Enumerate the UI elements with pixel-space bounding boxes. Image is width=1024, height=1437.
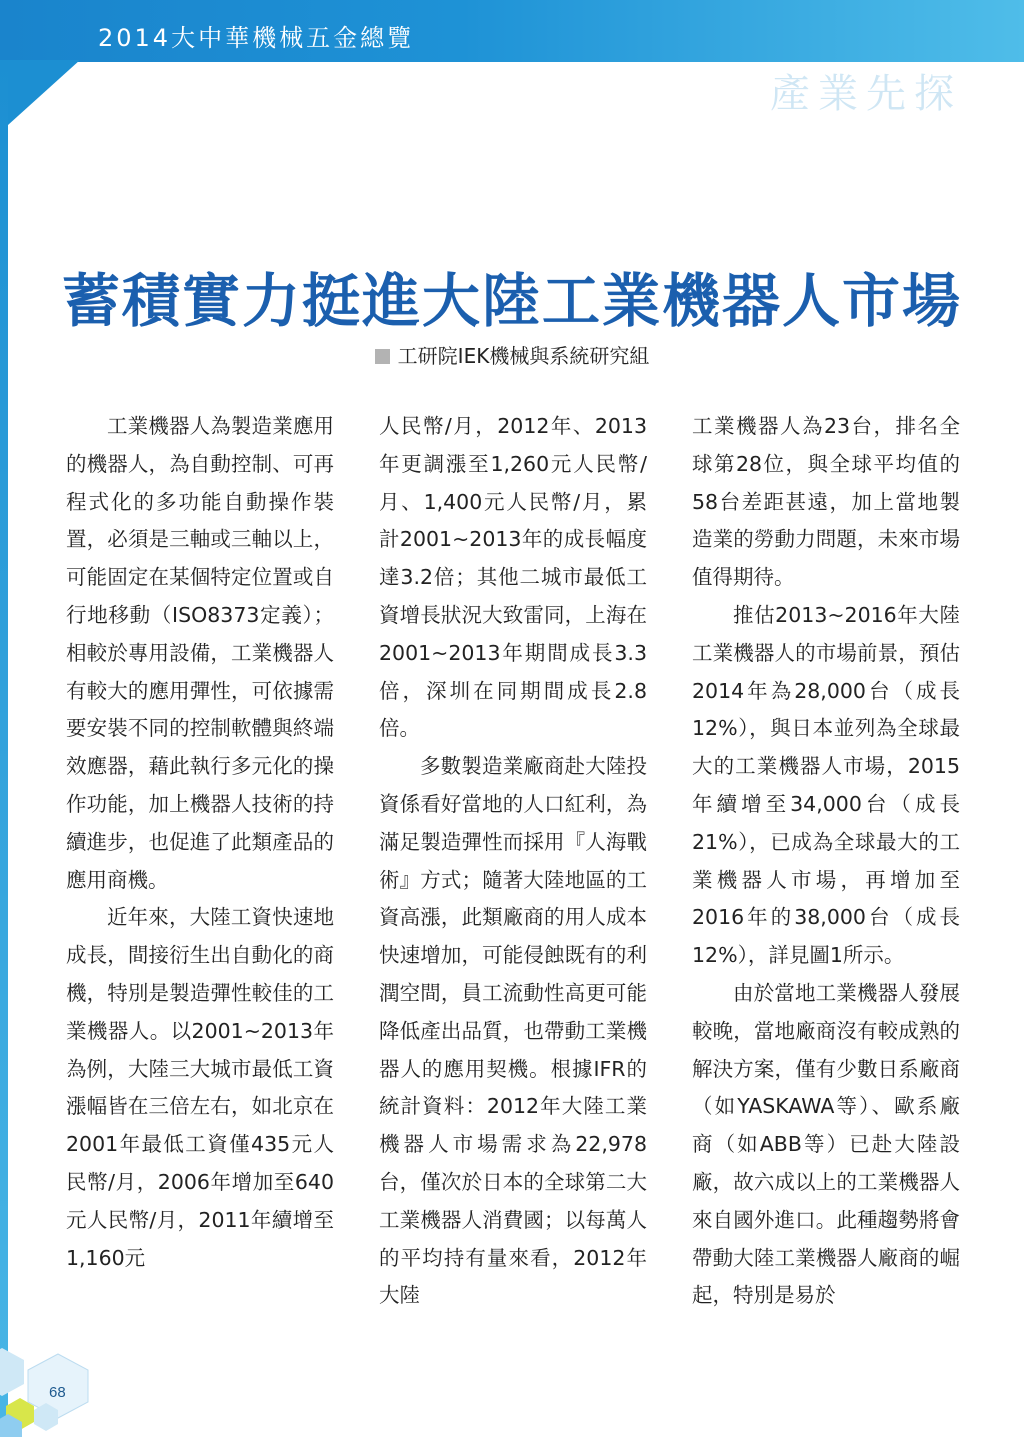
byline-square-icon bbox=[375, 349, 390, 364]
article-paragraph: 多數製造業廠商赴大陸投資係看好當地的人口紅利，為滿足製造彈性而採用『人海戰術』方式；隨著大陸地區的工資高漲，此類廠商的用人成本快速增加，可能侵蝕既有的利潤空間，員工流動性高更可能降低產出品質，也帶動工業機器人的應用契機。根據IFR的統計資料：2012年大陸工業機器人市場需求為22,978台，僅次於日本的全球第二大工業機器人消費國；以每萬人的平均持有量來看，2012年大陸 bbox=[379, 754, 647, 1308]
article-column-2 bbox=[379, 408, 647, 1315]
article-paragraph: 近年來，大陸工資快速地成長，間接衍生出自動化的商機，特別是製造彈性較佳的工業機器人。以2001~2013年為例，大陸三大城市最低工資漲幅皆在三倍左右，如北京在2001年最低工資僅435元人民幣/月，2006年增加至640元人民幣/月，2011年續增至1,160元 bbox=[66, 905, 334, 1270]
article-byline bbox=[0, 340, 1024, 369]
article-paragraph: 由於當地工業機器人發展較晚，當地廠商沒有較成熟的解決方案，僅有少數日系廠商（如YASKAWA等）、歐系廠商（如ABB等）已赴大陸設廠，故六成以上的工業機器人來自國外進口。此種趨勢將會帶動大陸工業機器人廠商的崛起，特別是易於 bbox=[692, 980, 960, 1308]
article-title: 蓄積實力挺進大陸工業機器人市場 bbox=[61, 267, 962, 335]
article-column-3 bbox=[692, 408, 960, 1315]
article-paragraph: 工業機器人為23台，排名全球第28位，與全球平均值的58台差距甚遠，加上當地製造業的勞動力問題，未來市場值得期待。 bbox=[692, 414, 960, 590]
byline-text: 工研院IEK機械與系統研究組 bbox=[397, 344, 650, 368]
article-paragraph: 推估2013~2016年大陸工業機器人的市場前景，預估2014年為28,000台（成長12%），與日本並列為全球最大的工業機器人市場，2015年續增至34,000台（成長21%），已成為全球最大的工業機器人市場，再增加至2016年的38,000台（成長12%），詳見圖1所示。 bbox=[692, 602, 960, 968]
article-column-1 bbox=[66, 408, 334, 1277]
page-number: 68 bbox=[49, 1384, 66, 1401]
article-paragraph: 人民幣/月，2012年、2013年更調漲至1,260元人民幣/月、1,400元人民幣/月，累計2001~2013年的成長幅度達3.2倍；其他二城市最低工資增長狀況大致雷同，上海在2001~2013年期間成長3.3倍，深圳在同期間成長2.8倍。 bbox=[379, 414, 647, 741]
section-label: 產業先探 bbox=[770, 71, 962, 117]
publication-title: 2014大中華機械五金總覽 bbox=[98, 24, 415, 52]
article-paragraph: 工業機器人為製造業應用的機器人，為自動控制、可再程式化的多功能自動操作裝置，必須是三軸或三軸以上，可能固定在某個特定位置或自行地移動（ISO8373定義）；相較於專用設備，工業機器人有較大的應用彈性，可依據需要安裝不同的控制軟體與終端效應器，藉此執行多元化的操作功能，加上機器人技術的持續進步，也促進了此類產品的應用商機。 bbox=[66, 414, 334, 892]
header-corner-swoosh bbox=[0, 60, 90, 130]
